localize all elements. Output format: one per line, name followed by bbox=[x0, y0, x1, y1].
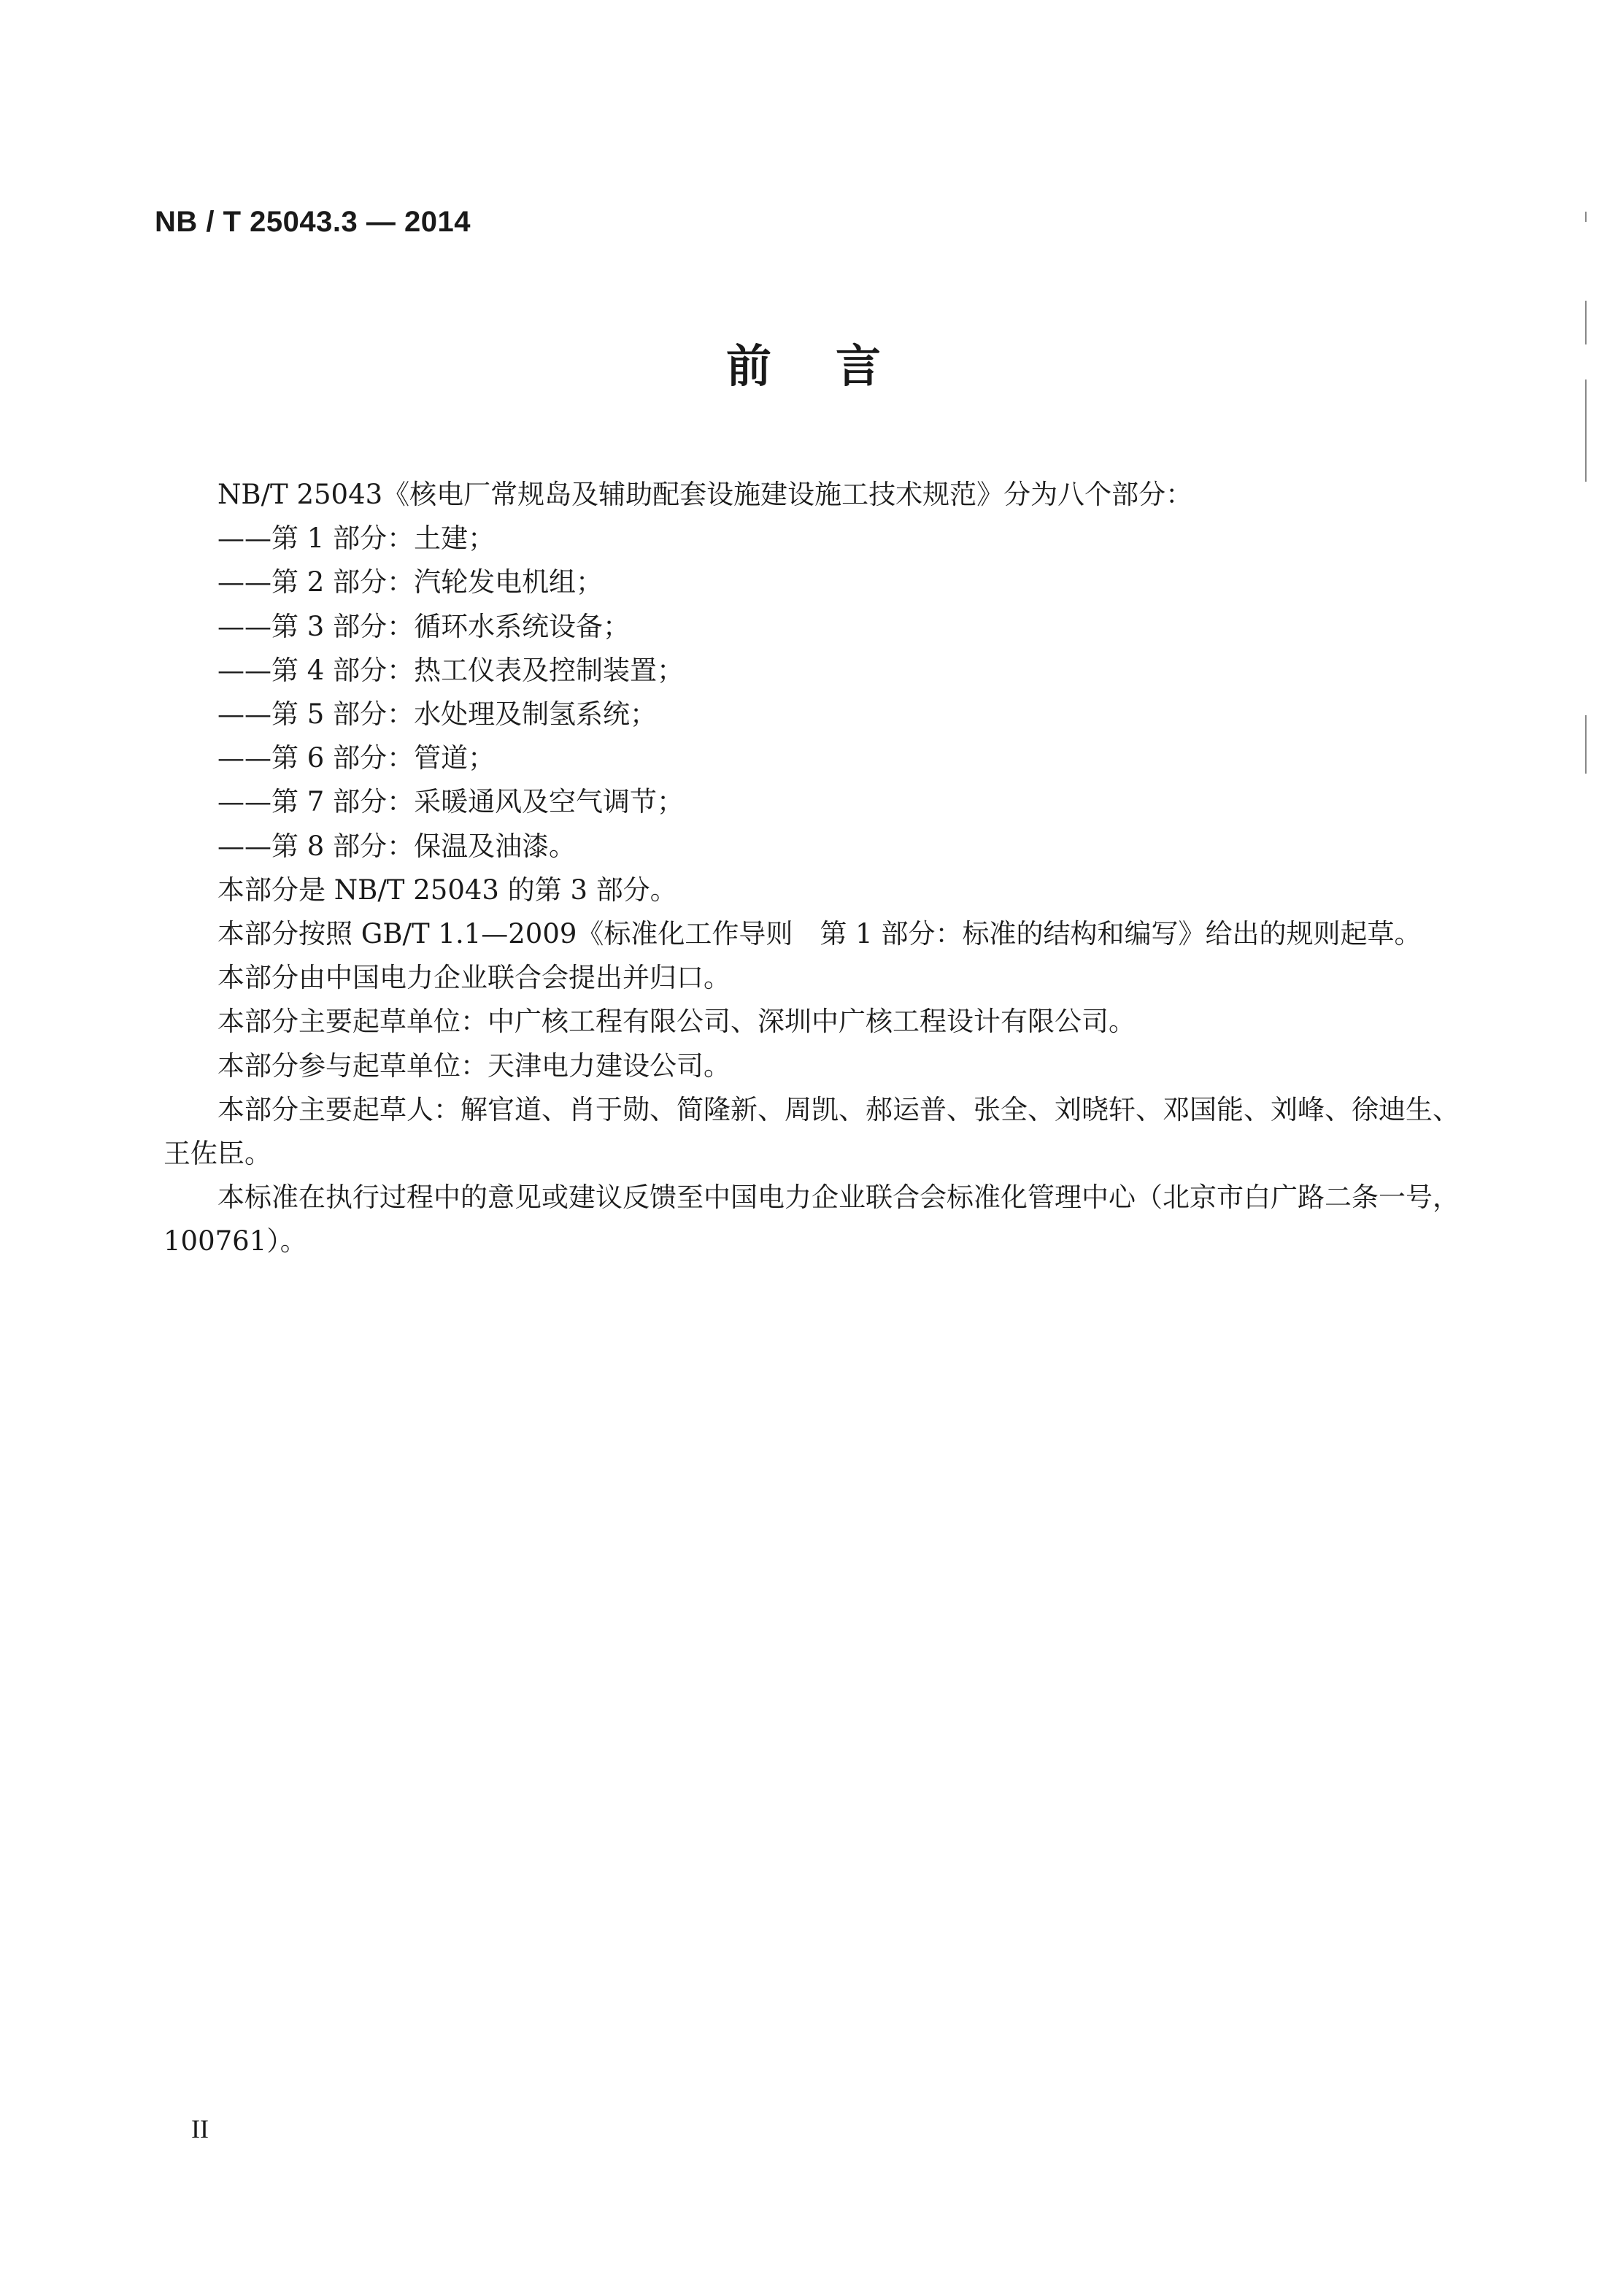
page-number: II bbox=[191, 2114, 209, 2143]
standard-code: NB / T 25043.3 — 2014 bbox=[155, 206, 471, 238]
scan-edge-mark bbox=[1585, 301, 1587, 344]
paragraph-participating-units: 本部分参与起草单位：天津电力建设公司。 bbox=[217, 1049, 731, 1082]
scan-edge-mark bbox=[1585, 715, 1587, 774]
scan-edge-mark bbox=[1585, 380, 1587, 482]
part-item-1: ——第 1 部分：土建； bbox=[217, 523, 496, 555]
paragraph-main-drafting-units: 本部分主要起草单位：中广核工程有限公司、深圳中广核工程设计有限公司。 bbox=[217, 1006, 1136, 1038]
part-item-3: ——第 3 部分：循环水系统设备； bbox=[217, 610, 631, 642]
part-item-5: ——第 5 部分：水处理及制氢系统； bbox=[217, 698, 658, 731]
scan-edge-mark bbox=[1585, 212, 1587, 222]
paragraph-feedback: 本标准在执行过程中的意见或建议反馈至中国电力企业联合会标准化管理中心（北京市白广路二条一号，100761）。 bbox=[163, 1182, 1460, 1257]
foreword-body bbox=[163, 473, 1463, 1264]
paragraph-part-statement: 本部分是 NB/T 25043 的第 3 部分。 bbox=[217, 874, 677, 906]
paragraph-intro: NB/T 25043《核电厂常规岛及辅助配套设施建设施工技术规范》分为八个部分： bbox=[217, 479, 1193, 510]
part-item-2: ——第 2 部分：汽轮发电机组； bbox=[217, 566, 604, 598]
part-item-8: ——第 8 部分：保温及油漆。 bbox=[217, 830, 577, 862]
part-item-4: ——第 4 部分：热工仪表及控制装置； bbox=[217, 654, 685, 686]
part-item-7: ——第 7 部分：采暖通风及空气调节； bbox=[217, 786, 685, 818]
part-item-6: ——第 6 部分：管道； bbox=[217, 742, 496, 774]
paragraph-main-drafters: 本部分主要起草人：解官道、肖于勋、简隆新、周凯、郝运普、张全、刘晓轩、邓国能、刘峰、徐迪生、王佐臣。 bbox=[163, 1093, 1460, 1170]
paragraph-proposer: 本部分由中国电力企业联合会提出并归口。 bbox=[217, 962, 731, 994]
page-title: 前言 bbox=[725, 339, 945, 393]
paragraph-drafting-rules: 本部分按照 GB/T 1.1—2009《标准化工作导则 第 1 部分：标准的结构和编写》给出的规则起草。 bbox=[217, 918, 1422, 950]
